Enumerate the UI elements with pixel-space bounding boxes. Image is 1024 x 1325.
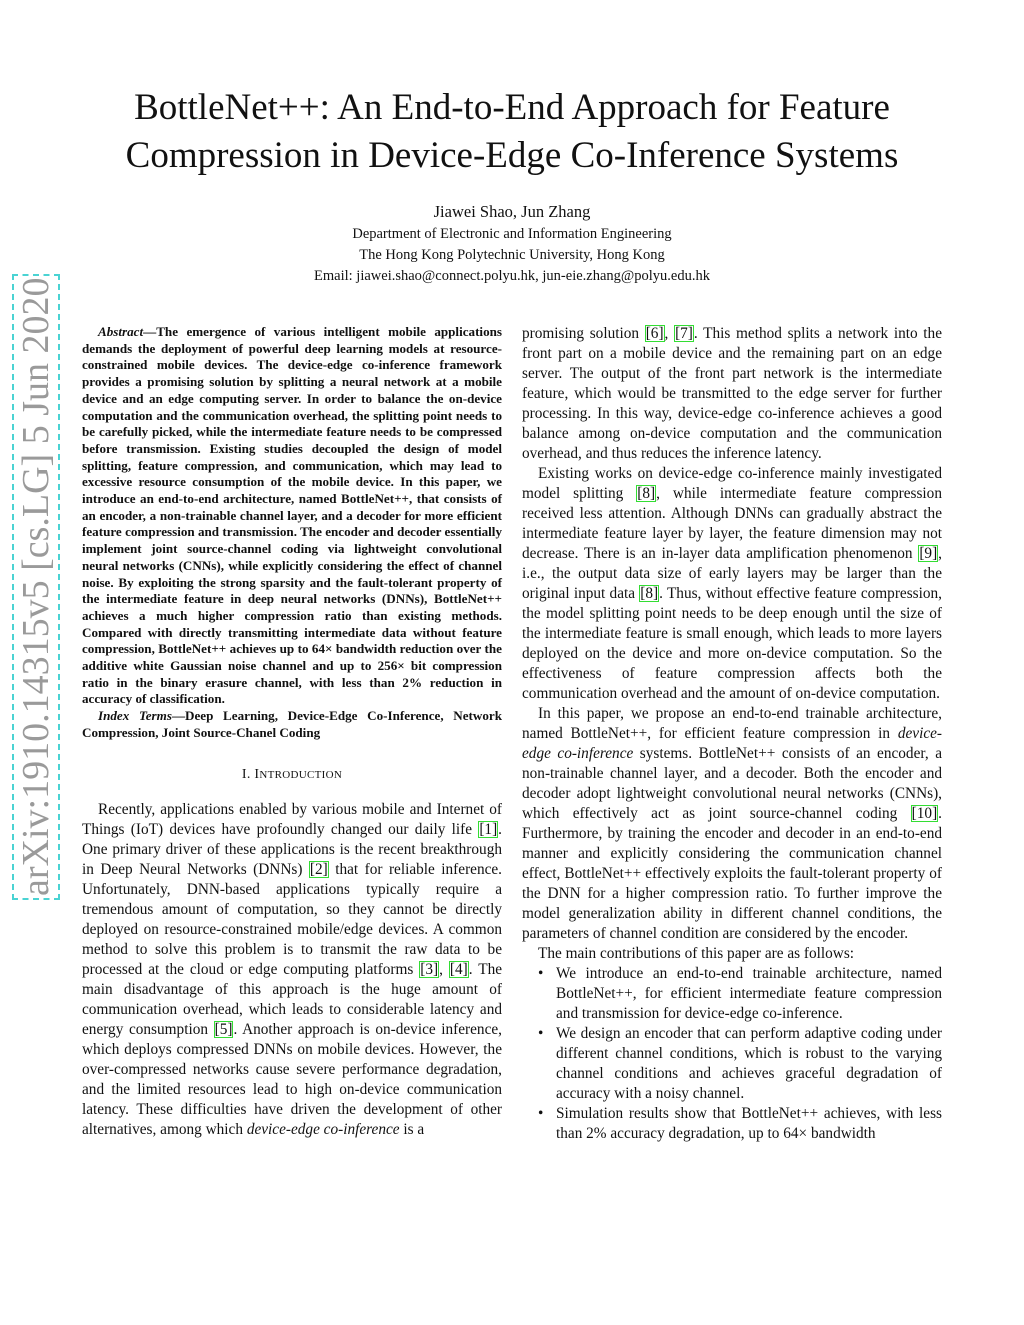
abstract-label: Abstract (98, 324, 144, 339)
paper-title (60, 84, 964, 180)
authors: Jiawei Shao, Jun Zhang (433, 202, 591, 221)
citation-link[interactable]: [6] (645, 325, 664, 342)
contributions-list (522, 964, 942, 1144)
emphasis-term: device-edge co-inference (246, 1120, 400, 1138)
intro-paragraph-1-continued: promising solution [6], [7]. This method splits a network into the front part on a mobile device and the remaining part on an edge server. The output of the front part network is the intermediate feature, which would be transmitted to the edge server for further processing. In this way, device-edge co-inference achieves a good balance among on-device computation and the communication overhead, and thus reduces the inference latency. (522, 325, 942, 462)
citation-link[interactable]: [5] (214, 1020, 233, 1038)
bullet-icon: • (538, 1025, 544, 1042)
abstract-text: —The emergence of various intelligent mobile applications demands the deployment of powerful deep learning models at resource-constrained mobile devices. The device-edge co-inference framework provides a promising solution by splitting a neural network at a mobile device and an edge computing server. In order to balance the on-device computation and the communication overhead, the splitting point needs to be carefully picked, while the intermediate feature needs to be compressed before transmission. Existing studies decoupled the design of model splitting, feature compression, and communication, which may lead to excessive resource consumption of the mobile device. In this paper, we introduce an end-to-end architecture, named BottleNet++, that consists of an encoder, a non-trainable channel layer, and a decoder for more efficient feature compression and transmission. The encoder and decoder essentially implement joint source-channel coding via lightweight convolutional neural networks (CNNs), while explicitly considering the effect of channel noise. By exploiting the strong sparsity and the fault-tolerant property of the intermediate feature in deep neural networks (DNNs), BottleNet++ achieves a much higher compression ratio than existing methods. Compared with directly transmitting intermediate data without feature compression, BottleNet++ achieves up to 64× bandwidth reduction over the additive white Gaussian noise channel and up to 256× bit compression ratio in the binary erasure channel, with less than 2% reduction in accuracy of classification. (82, 324, 502, 707)
citation-link[interactable]: [1] (479, 820, 498, 838)
intro-paragraph-3: In this paper, we propose an end-to-end trainable architecture, named BottleNet++, for efficient feature compression in device-edge co-inference systems. BottleNet++ consists of an encoder, a non-trainable channel layer, and a decoder. Both the encoder and decoder adopt lightweight convolutional neural networks (CNNs), which effectively act as joint source-channel coding [10]. Furthermore, by training the encoder and decoder in an end-to-end manner and explicitly considering the communication channel effect, BottleNet++ effectively exploits the fault-tolerant property of the DNN for a higher compression ratio. To further improve the model generalization ability in different channel conditions, the parameters of channel condition are considered by the encoder. (522, 705, 942, 942)
citation-link[interactable]: [4] (449, 960, 468, 978)
abstract (82, 324, 502, 708)
title-line-1: BottleNet++: An End-to-End Approach for Feature (134, 87, 890, 128)
bullet-icon: • (538, 1105, 544, 1122)
list-item: • Simulation results show that BottleNet++ achieves, with less than 2% accuracy degradation, up to 64× bandwidth (538, 1105, 942, 1142)
citation-link[interactable]: [10] (911, 805, 938, 822)
section-title-rest: NTRODUCTION (259, 768, 343, 781)
author-email: Email: jiawei.shao@connect.polyu.hk, jun-eie.zhang@polyu.edu.hk (314, 268, 710, 284)
citation-link[interactable]: [2] (309, 860, 328, 878)
index-terms (82, 708, 502, 741)
intro-paragraph-2: Existing works on device-edge co-inference mainly investigated model splitting [8], while intermediate feature compression received less attention. Although DNNs can gradually abstract the intermediate feature layer by layer, the feature dimension may not decrease. There is an in-layer data amplification phenomenon [9], i.e., the output data size of early layers may be larger than the original input data [8]. Thus, without effective feature compression, the model splitting point needs to be deep enough until the size of the intermediate feature is small enough, which leads to more layers deployed on the device and more on-device computation. So the effectiveness of feature compression affects both the communication overhead and the amount of on-device computation. (522, 465, 942, 702)
bullet-icon: • (538, 965, 544, 982)
emphasis-term: device-edge co-inference (522, 725, 942, 762)
citation-link[interactable]: [9] (919, 545, 938, 562)
contributions-intro: The main contributions of this paper are as follows: (538, 945, 855, 962)
citation-link[interactable]: [8] (637, 485, 656, 502)
affiliation-department: Department of Electronic and Information Engineering (352, 226, 672, 242)
list-item: • We design an encoder that can perform adaptive coding under different channel conditions, which is robust to the varying channel conditions and achieves graceful degradation of accuracy with a noisy channel. (538, 1025, 942, 1102)
right-column (522, 324, 942, 1144)
index-terms-label: Index Terms (98, 708, 172, 724)
section-heading-introduction (82, 766, 502, 784)
list-item: • We introduce an end-to-end trainable architecture, named BottleNet++, for efficient intermediate feature compression and transmission for device-edge co-inference. (538, 965, 942, 1022)
section-number: I. I (241, 766, 260, 782)
citation-link[interactable]: [8] (640, 585, 659, 602)
left-column (82, 324, 502, 1140)
citation-link[interactable]: [7] (675, 325, 693, 342)
affiliation-university: The Hong Kong Polytechnic University, Hong Kong (359, 247, 665, 263)
index-terms-text: —Deep Learning, Device-Edge Co-Inference, Network Compression, Joint Source-Chanel Coding (82, 708, 502, 740)
citation-link[interactable]: [3] (420, 960, 439, 978)
title-line-2: Compression in Device-Edge Co-Inference Systems (125, 135, 899, 176)
intro-paragraph-1: Recently, applications enabled by various mobile and Internet of Things (IoT) devices have profoundly changed our daily life [1]. One primary driver of these applications is the recent breakthrough in Deep Neural Networks (DNNs) [2] that for reliable inference. Unfortunately, DNN-based applications typically require a tremendous amount of computation, so they cannot be directly deployed on resource-constrained mobile/edge devices. A common method to solve this problem is to transmit the raw data to be processed at the cloud or edge computing platforms [3], [4]. The main disadvantage of this approach is the huge amount of communication overhead, which leads to considerable latency and energy consumption [5]. Another approach is on-device inference, which deploys compressed DNNs on mobile devices. However, the over-compressed networks cause severe performance degradation, and the limited resources lead to high on-device communication latency. These difficulties have driven the development of other alternatives, among which device-edge co-inference is a (82, 800, 503, 1138)
arxiv-stamp[interactable]: arXiv:1910.14315v5 [cs.LG] 5 Jun 2020 (15, 277, 57, 896)
